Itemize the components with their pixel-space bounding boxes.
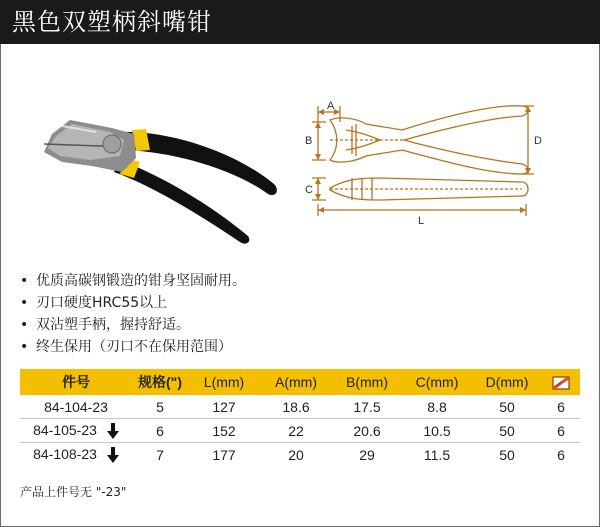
cell-qty: 6 [557, 446, 565, 463]
label-l: L [418, 215, 425, 227]
product-illustration [0, 60, 600, 260]
cell-part: 84-108-23 [20, 443, 132, 467]
col-a: A(mm) [260, 369, 332, 395]
label-a: A [327, 100, 335, 112]
cell-size: 7 [156, 446, 164, 463]
cell-qty: 6 [542, 395, 580, 419]
table-header-row [20, 369, 580, 395]
cell-b: 17.5 [332, 395, 402, 419]
bullet-icon: • [20, 339, 29, 355]
label-d: D [534, 135, 542, 147]
table-row [20, 443, 580, 467]
col-b: B(mm) [332, 369, 402, 395]
cell-qty: 6 [542, 419, 580, 443]
cell-part: 84-104-23 [20, 395, 132, 419]
col-quantity [542, 369, 580, 395]
spec-table [20, 369, 580, 466]
cell-d: 50 [499, 446, 515, 463]
feature-list [20, 270, 246, 358]
cell-part: 84-105-23 [20, 419, 132, 443]
feature-item: • 双沾塑手柄，握持舒适。 [20, 314, 246, 336]
col-l: L(mm) [188, 369, 260, 395]
dimension-drawing [312, 106, 534, 216]
cell-b: 20.6 [332, 419, 402, 443]
cell-l: 127 [188, 395, 260, 419]
arrow-down-icon [107, 423, 119, 439]
table-row [20, 395, 580, 419]
table-row [20, 419, 580, 443]
cell-a: 18.6 [260, 395, 332, 419]
cell-c: 11.5 [423, 446, 451, 463]
cell-d: 50 [472, 395, 542, 419]
cell-c: 10.5 [402, 419, 472, 443]
footnote: 产品上件号无 "-23" [20, 485, 127, 499]
cell-c: 8.8 [402, 395, 472, 419]
cell-b: 29 [359, 446, 375, 463]
col-c: C(mm) [402, 369, 472, 395]
pliers-photo [44, 120, 277, 244]
cell-l: 177 [212, 446, 236, 463]
cell-d: 50 [472, 419, 542, 443]
cell-a: 22 [260, 419, 332, 443]
cell-size: 6 [132, 419, 188, 443]
label-c: C [305, 184, 313, 196]
col-size: 规格(") [132, 369, 188, 395]
feature-item: • 优质高碳钢锻造的钳身坚固耐用。 [20, 270, 246, 292]
cell-size: 5 [132, 395, 188, 419]
cell-a: 20 [288, 446, 304, 463]
bullet-icon: • [20, 273, 29, 289]
title-bar [0, 0, 600, 44]
bullet-icon: • [20, 317, 29, 333]
col-part-number: 件号 [20, 369, 132, 395]
cell-l: 152 [188, 419, 260, 443]
feature-item: • 终生保用（刃口不在保用范围） [20, 336, 246, 358]
label-b: B [305, 135, 313, 147]
feature-item: • 刃口硬度HRC55以上 [20, 292, 246, 314]
page-title: 黑色双塑柄斜嘴钳 [12, 8, 212, 36]
box-icon [552, 376, 570, 390]
bullet-icon: • [20, 295, 29, 311]
arrow-down-icon [107, 447, 119, 463]
col-d: D(mm) [472, 369, 542, 395]
